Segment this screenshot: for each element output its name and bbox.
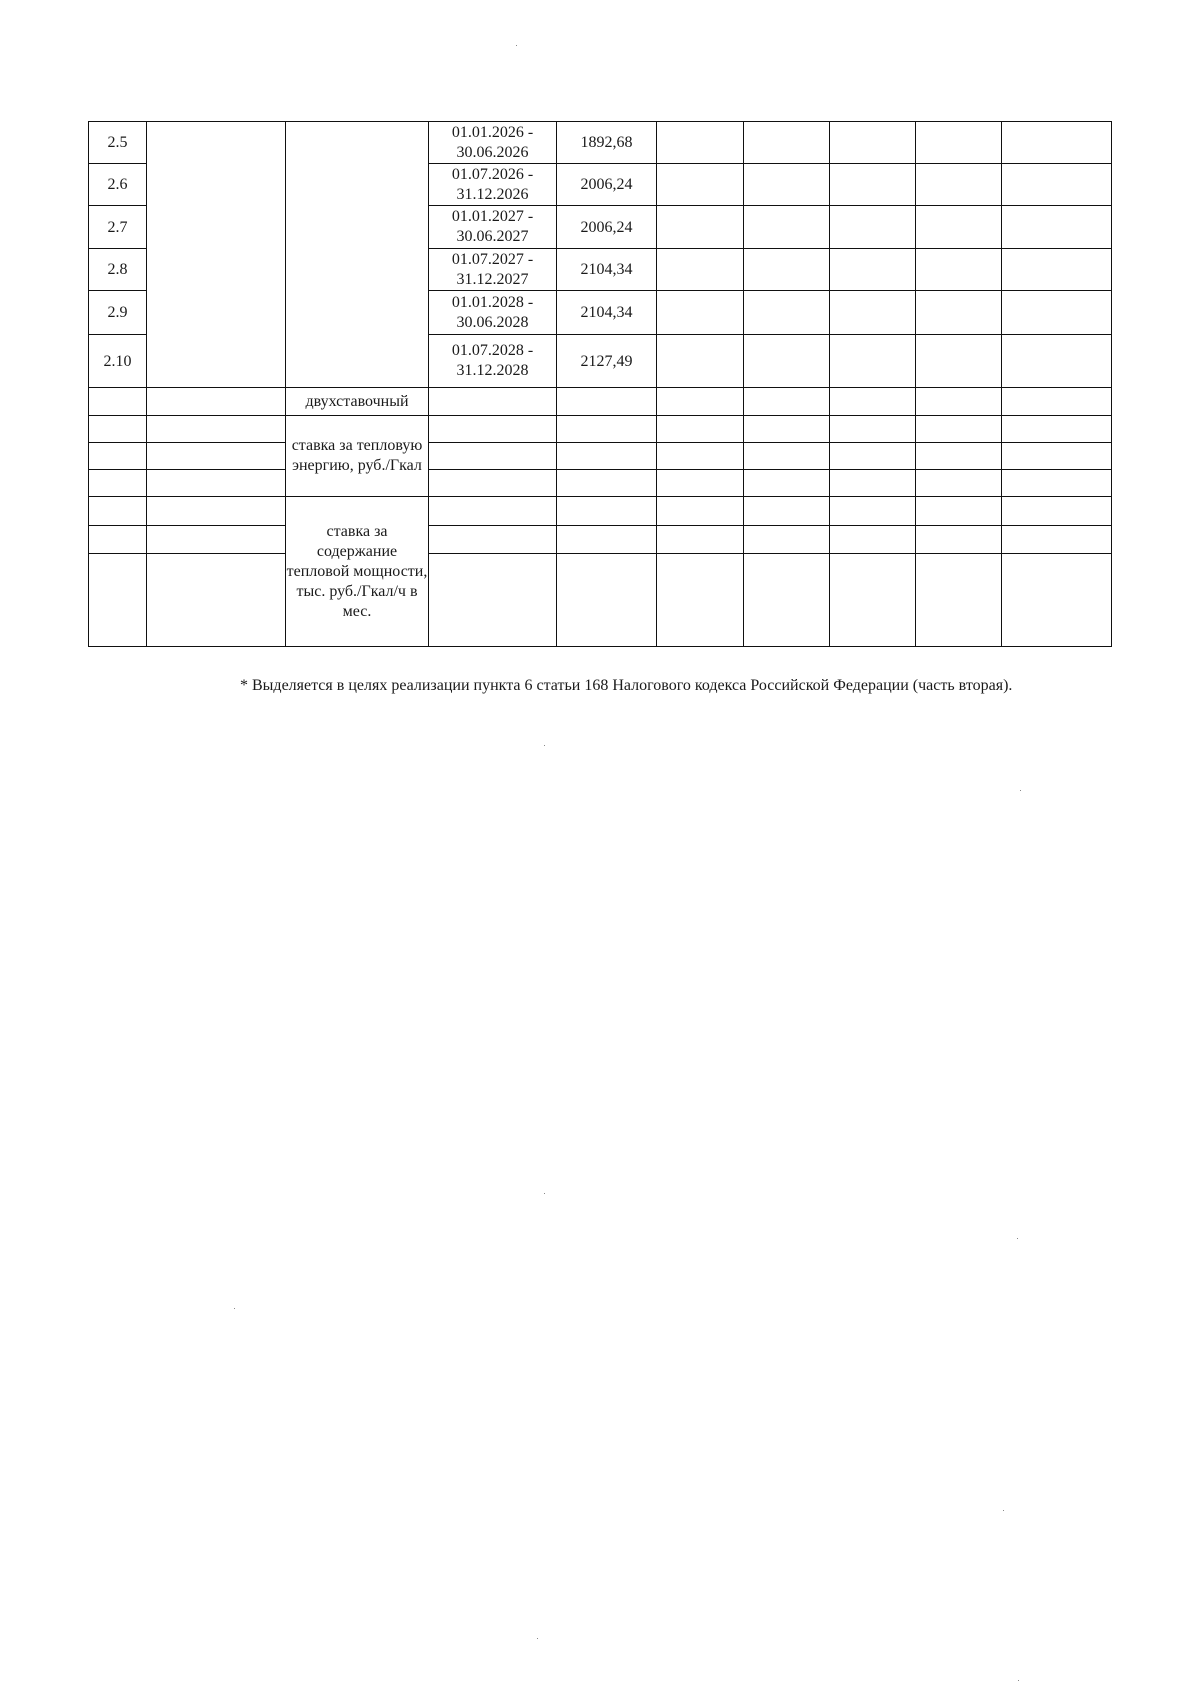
empty-cell [830, 443, 916, 470]
empty-cell [657, 526, 744, 554]
empty-cell [830, 335, 916, 388]
empty-cell [657, 416, 744, 443]
footnote: * Выделяется в целях реализации пункта 6 статьи 168 Налогового кодекса Российской Федерации (часть вторая). [240, 677, 1013, 694]
row-number: 2.9 [89, 291, 147, 335]
empty-cell [1002, 249, 1112, 291]
empty-cell [657, 291, 744, 335]
empty-cell [89, 388, 147, 416]
empty-cell [429, 443, 557, 470]
empty-cell [744, 291, 830, 335]
empty-cell [147, 122, 286, 388]
scan-speck [1018, 1680, 1019, 1681]
empty-cell [147, 443, 286, 470]
empty-cell [916, 164, 1002, 206]
empty-cell [916, 291, 1002, 335]
empty-cell [557, 497, 657, 526]
empty-cell [744, 526, 830, 554]
empty-cell [744, 416, 830, 443]
empty-cell [744, 497, 830, 526]
empty-cell [657, 388, 744, 416]
tariff-value: 1892,68 [557, 122, 657, 164]
empty-cell [1002, 416, 1112, 443]
empty-cell [657, 122, 744, 164]
tariff-value: 2127,49 [557, 335, 657, 388]
period-cell: 01.07.2028 - 31.12.2028 [429, 335, 557, 388]
scan-speck [537, 1638, 538, 1639]
empty-cell [744, 443, 830, 470]
empty-cell [916, 249, 1002, 291]
table-row [89, 554, 1112, 647]
scan-speck [1003, 1510, 1004, 1511]
empty-cell [744, 249, 830, 291]
empty-cell [916, 206, 1002, 249]
tariff-value: 2006,24 [557, 164, 657, 206]
empty-cell [89, 497, 147, 526]
empty-cell [1002, 206, 1112, 249]
empty-cell [89, 416, 147, 443]
empty-cell [1002, 388, 1112, 416]
empty-cell [916, 497, 1002, 526]
period-cell: 01.01.2026 - 30.06.2026 [429, 122, 557, 164]
scan-speck [544, 1193, 545, 1194]
empty-cell [429, 416, 557, 443]
scan-speck [1017, 1238, 1018, 1239]
scan-speck [1020, 790, 1021, 791]
empty-cell [744, 554, 830, 647]
period-cell: 01.01.2028 - 30.06.2028 [429, 291, 557, 335]
period-cell: 01.07.2026 - 31.12.2026 [429, 164, 557, 206]
empty-cell [429, 554, 557, 647]
empty-cell [830, 470, 916, 497]
scan-speck [234, 1308, 235, 1309]
empty-cell [657, 335, 744, 388]
empty-cell [744, 388, 830, 416]
empty-cell [744, 164, 830, 206]
tariff-value: 2104,34 [557, 291, 657, 335]
empty-cell [744, 335, 830, 388]
empty-cell [657, 206, 744, 249]
table-row [89, 470, 1112, 497]
table-row [89, 497, 1112, 526]
tariff-value: 2006,24 [557, 206, 657, 249]
empty-cell [916, 122, 1002, 164]
empty-cell [89, 554, 147, 647]
empty-cell [557, 554, 657, 647]
empty-cell [557, 388, 657, 416]
empty-cell [89, 526, 147, 554]
empty-cell [657, 164, 744, 206]
empty-cell [147, 388, 286, 416]
empty-cell [557, 526, 657, 554]
empty-cell [429, 497, 557, 526]
empty-cell [1002, 122, 1112, 164]
empty-cell [830, 416, 916, 443]
empty-cell [147, 526, 286, 554]
empty-cell [916, 443, 1002, 470]
empty-cell [657, 443, 744, 470]
table-row [89, 526, 1112, 554]
energy-rate-label: ставка за тепловую энергию, руб./Гкал [286, 416, 429, 497]
period-cell: 01.01.2027 - 30.06.2027 [429, 206, 557, 249]
empty-cell [147, 416, 286, 443]
row-number: 2.10 [89, 335, 147, 388]
empty-cell [916, 335, 1002, 388]
empty-cell [744, 470, 830, 497]
empty-cell [657, 554, 744, 647]
empty-cell [744, 206, 830, 249]
empty-cell [1002, 291, 1112, 335]
table-row [89, 122, 1112, 164]
empty-cell [1002, 470, 1112, 497]
tariff-value: 2104,34 [557, 249, 657, 291]
empty-cell [147, 470, 286, 497]
empty-cell [1002, 526, 1112, 554]
empty-cell [429, 526, 557, 554]
empty-cell [830, 206, 916, 249]
tariff-table [88, 121, 1112, 647]
empty-cell [657, 497, 744, 526]
scan-speck [516, 45, 517, 46]
empty-cell [557, 470, 657, 497]
period-cell: 01.07.2027 - 31.12.2027 [429, 249, 557, 291]
empty-cell [557, 443, 657, 470]
empty-cell [916, 526, 1002, 554]
empty-cell [916, 416, 1002, 443]
empty-cell [830, 497, 916, 526]
empty-cell [916, 388, 1002, 416]
empty-cell [147, 497, 286, 526]
empty-cell [830, 164, 916, 206]
empty-cell [286, 122, 429, 388]
row-number: 2.6 [89, 164, 147, 206]
row-number: 2.5 [89, 122, 147, 164]
empty-cell [557, 416, 657, 443]
empty-cell [916, 470, 1002, 497]
empty-cell [657, 470, 744, 497]
empty-cell [830, 526, 916, 554]
empty-cell [830, 291, 916, 335]
table-row [89, 388, 1112, 416]
empty-cell [147, 554, 286, 647]
empty-cell [1002, 497, 1112, 526]
two-part-tariff-label: двухставочный [286, 388, 429, 416]
capacity-rate-label: ставка за содержание тепловой мощности, тыс. руб./Гкал/ч в мес. [286, 497, 429, 647]
empty-cell [744, 122, 830, 164]
empty-cell [1002, 164, 1112, 206]
empty-cell [429, 388, 557, 416]
table-row [89, 416, 1112, 443]
empty-cell [1002, 554, 1112, 647]
scan-speck [544, 745, 545, 746]
empty-cell [657, 249, 744, 291]
empty-cell [429, 470, 557, 497]
empty-cell [89, 443, 147, 470]
table-row [89, 443, 1112, 470]
empty-cell [1002, 335, 1112, 388]
empty-cell [830, 388, 916, 416]
row-number: 2.8 [89, 249, 147, 291]
empty-cell [1002, 443, 1112, 470]
empty-cell [830, 122, 916, 164]
empty-cell [89, 470, 147, 497]
row-number: 2.7 [89, 206, 147, 249]
empty-cell [830, 554, 916, 647]
empty-cell [916, 554, 1002, 647]
empty-cell [830, 249, 916, 291]
